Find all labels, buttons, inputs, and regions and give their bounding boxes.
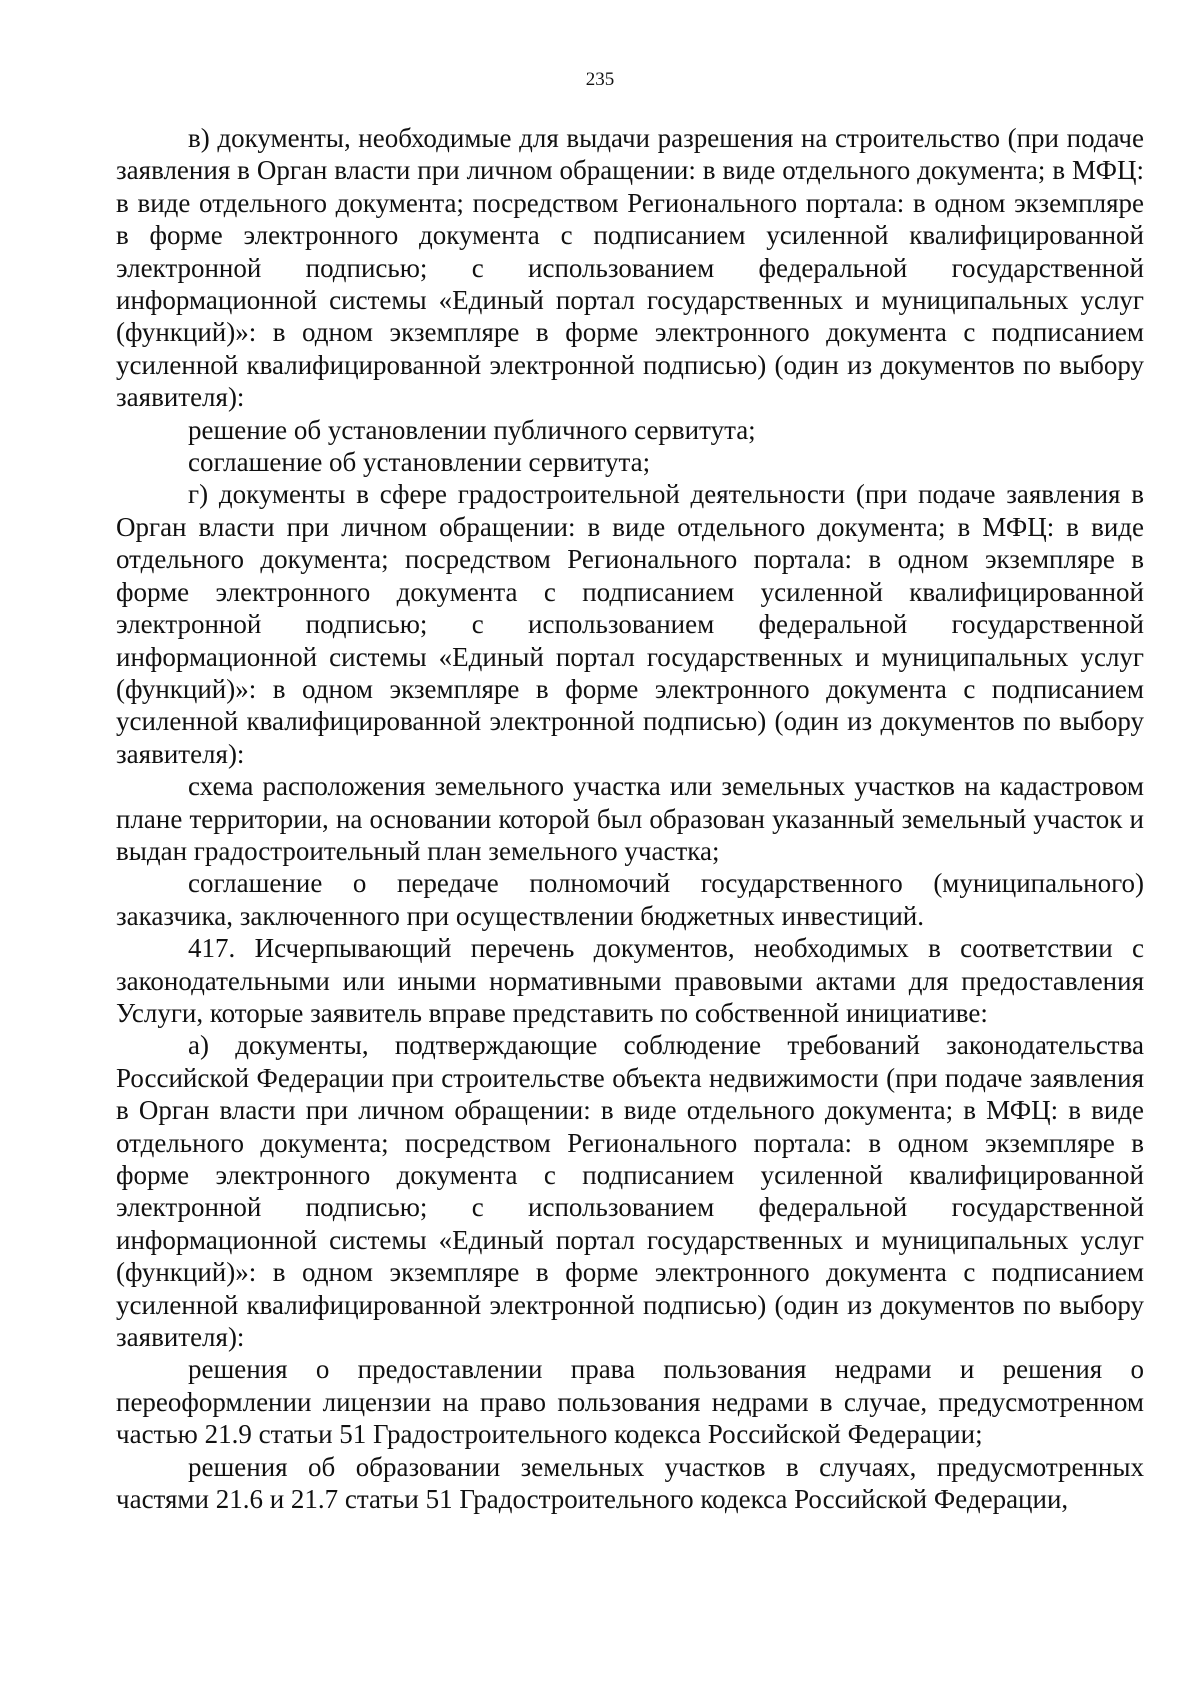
paragraph-servitude-agreement: соглашение об установлении сервитута; [188, 447, 651, 478]
paragraph-authority-transfer-agreement: соглашение о передаче полномочий государственного (муниципального) заказчика, заключенного при осуществлении бюджетных инвестиций. [116, 868, 1144, 931]
paragraph-417-exhaustive-list: 417. Исчерпывающий перечень документов, необходимых в соответствии с законодательными или иными нормативными правовыми актами для предоставления Услуги, которые заявитель вправе представить по собственной инициативе: [116, 933, 1144, 1028]
paragraph-public-servitude-decision: решение об установлении публичного сервитута; [188, 414, 756, 445]
paragraph-land-plot-formation-decisions: решения об образовании земельных участков в случаях, предусмотренных частями 21.6 и 21.7 статьи 51 Градостроительного кодекса Российской Федерации, [116, 1451, 1144, 1515]
page-number: 235 [585, 69, 615, 90]
document-body [116, 122, 1144, 1515]
paragraph-item-g-urban-planning-documents: г) документы в сфере градостроительной деятельности (при подаче заявления в Орган власти при личном обращении: в виде отдельного документа; в МФЦ: в виде отдельного документа; посредством Регионального портала: в одном экземпляре в форме электронного документа с подписанием усиленной квалифицированной электронной подписью; с использованием федеральной государственной информационной системы «Единый портал государственных и муниципальных услуг (функций)»: в одном экземпляре в форме электронного документа с подписанием усиленной квалифицированной электронной подписью) (один из документов по выбору заявителя): [116, 479, 1144, 769]
paragraph-item-v-construction-permit-documents: в) документы, необходимые для выдачи разрешения на строительство (при подаче заявления в Орган власти при личном обращении: в виде отдельного документа; в МФЦ: в виде отдельного документа; посредством Регионального портала: в одном экземпляре в форме электронного документа с подписанием усиленной квалифицированной электронной подписью; с использованием федеральной государственной информационной системы «Единый портал государственных и муниципальных услуг (функций)»: в одном экземпляре в форме электронного документа с подписанием усиленной квалифицированной электронной подписью) (один из документов по выбору заявителя): [116, 123, 1144, 413]
paragraph-subsoil-use-decisions: решения о предоставлении права пользования недрами и решения о переоформлении лицензии на право пользования недрами в случае, предусмотренном частью 21.9 статьи 51 Градостроительного кодекса Российской Федерации; [116, 1354, 1144, 1450]
paragraph-item-a-compliance-documents: а) документы, подтверждающие соблюдение требований законодательства Российской Федерации при строительстве объекта недвижимости (при подаче заявления в Орган власти при личном обращении: в виде отдельного документа; в МФЦ: в виде отдельного документа; посредством Регионального портала: в одном экземпляре в форме электронного документа с подписанием усиленной квалифицированной электронной подписью; с использованием федеральной государственной информационной системы «Единый портал государственных и муниципальных услуг (функций)»: в одном экземпляре в форме электронного документа с подписанием усиленной квалифицированной электронной подписью) (один из документов по выбору заявителя): [116, 1030, 1144, 1353]
paragraph-land-plot-layout-scheme: схема расположения земельного участка или земельных участков на кадастровом плане территории, на основании которой был образован указанный земельный участок и выдан градостроительный план земельного участка; [116, 771, 1144, 866]
